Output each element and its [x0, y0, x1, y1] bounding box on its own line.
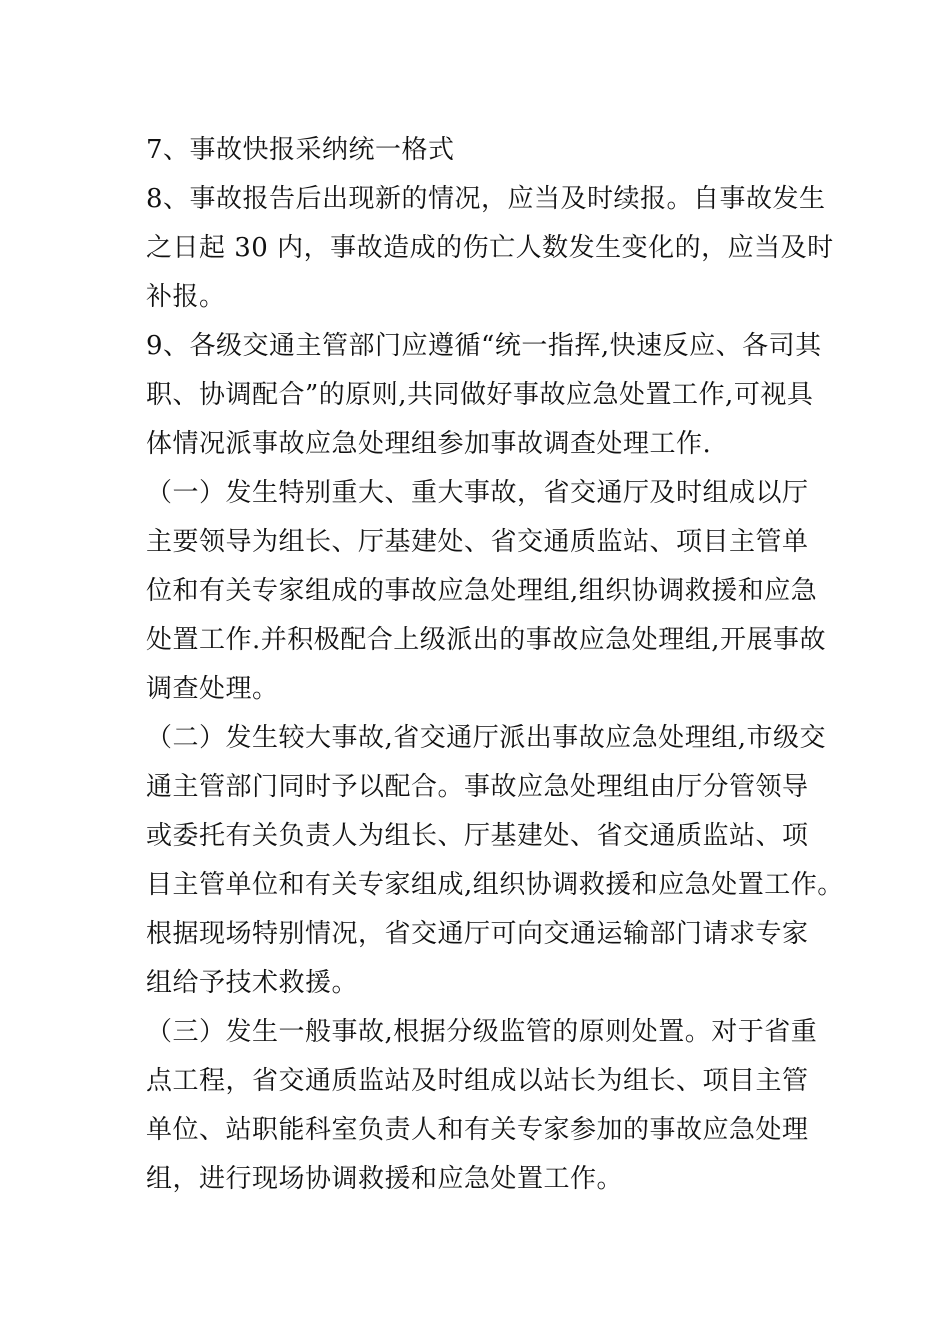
text-line: 调查处理。 — [146, 674, 279, 704]
text-line: 组给予技术救援。 — [146, 968, 359, 998]
text-line: 根据现场特别情况，省交通厅可向交通运输部门请求专家 — [146, 919, 809, 949]
text-line: 职、协调配合”的原则,共同做好事故应急处置工作,可视具 — [146, 380, 814, 410]
text-line: 主要领导为组长、厅基建处、省交通质监站、项目主管单 — [146, 527, 809, 557]
text-line: 7、事故快报采纳统一格式 — [146, 135, 455, 165]
text-line: 组，进行现场协调救援和应急处置工作。 — [146, 1164, 624, 1194]
text-line: 体情况派事故应急处理组参加事故调查处理工作. — [146, 429, 712, 459]
text-line: 或委托有关负责人为组长、厅基建处、省交通质监站、项 — [146, 821, 809, 851]
text-line: （三）发生一般事故,根据分级监管的原则处置。对于省重 — [146, 1017, 818, 1047]
text-line: 补报。 — [146, 282, 226, 312]
text-line: 9、各级交通主管部门应遵循“统一指挥,快速反应、各司其 — [146, 331, 822, 361]
text-line: （一）发生特别重大、重大事故，省交通厅及时组成以厅 — [146, 478, 809, 508]
document-body — [146, 126, 844, 1204]
text-line: 处置工作.并积极配合上级派出的事故应急处理组,开展事故 — [146, 625, 827, 655]
text-line: 单位、站职能科室负责人和有关专家参加的事故应急处理 — [146, 1115, 809, 1145]
text-line: 通主管部门同时予以配合。事故应急处理组由厅分管领导 — [146, 772, 809, 802]
text-line: 之日起 30 内，事故造成的伤亡人数发生变化的，应当及时 — [146, 233, 834, 263]
text-line: （二）发生较大事故,省交通厅派出事故应急处理组,市级交 — [146, 723, 827, 753]
text-line: 位和有关专家组成的事故应急处理组,组织协调救援和应急 — [146, 576, 818, 606]
text-line: 目主管单位和有关专家组成,组织协调救援和应急处置工作。 — [146, 870, 844, 900]
text-line: 8、事故报告后出现新的情况，应当及时续报。自事故发生 — [146, 184, 826, 214]
text-line: 点工程，省交通质监站及时组成以站长为组长、项目主管 — [146, 1066, 809, 1096]
